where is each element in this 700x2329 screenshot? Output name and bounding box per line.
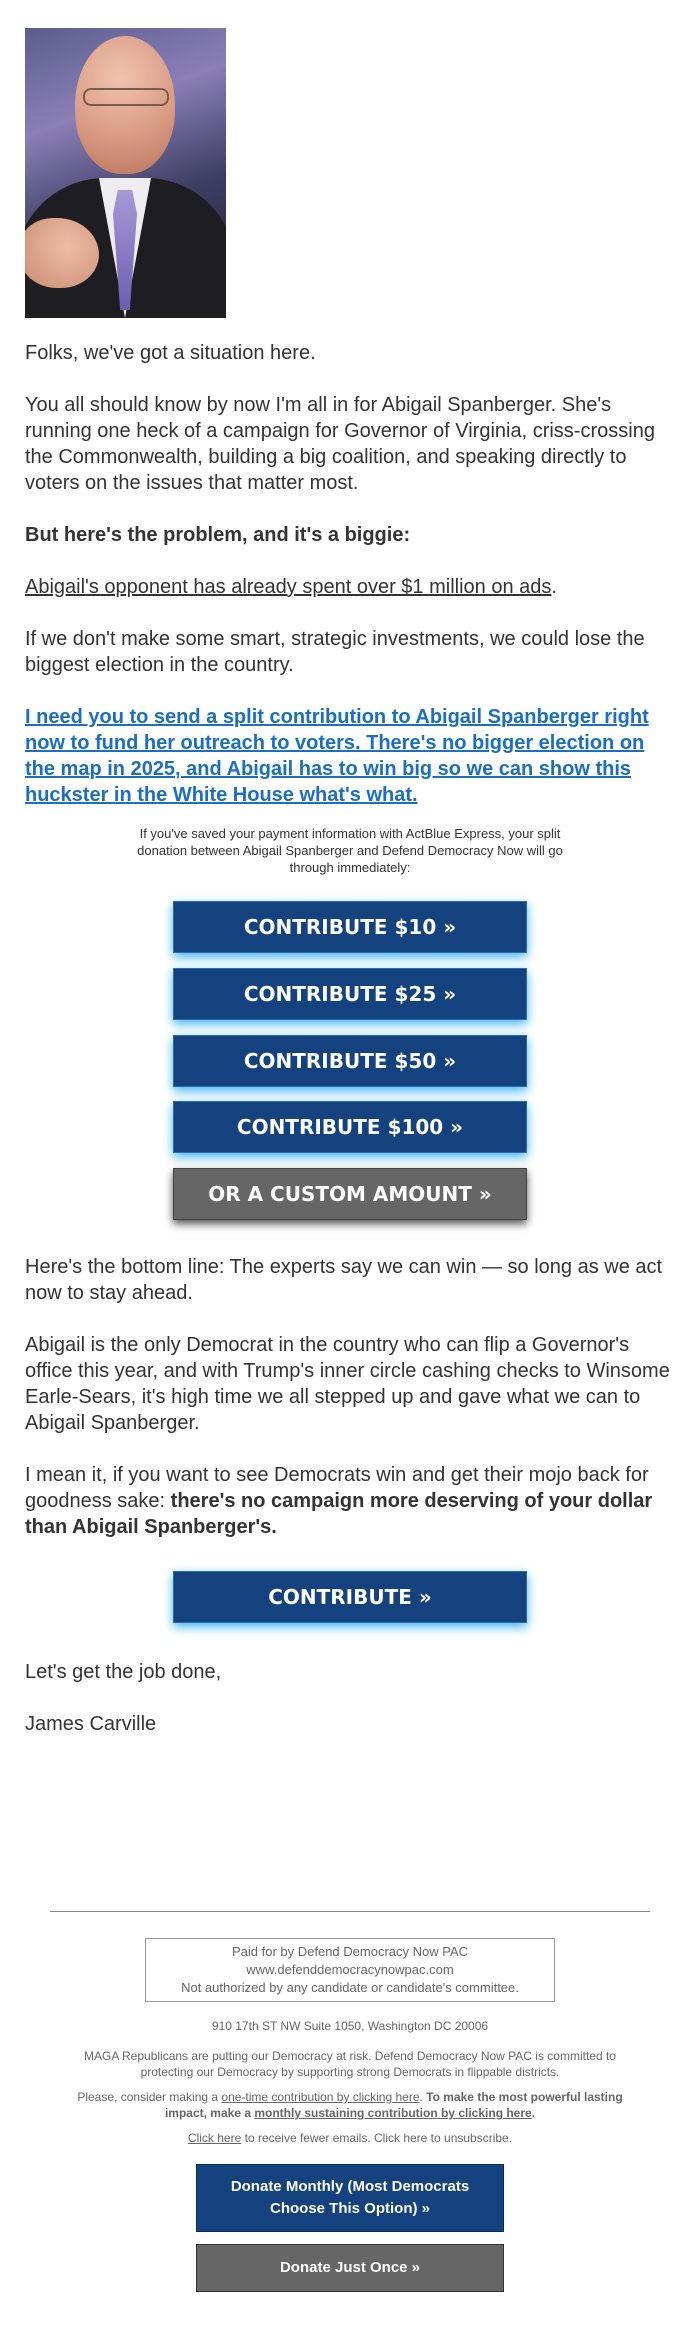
paragraph-intro: Folks, we've got a situation here. [25,342,316,364]
split-contribution-link[interactable]: I need you to send a split contribution to Abigail Spanberger right now to fund her outreach to voters. There's no bigger election on the map in 2025, and Abigail has to win big so we can show this huckster in the White House what's what. [25,706,649,806]
one-time-contribution-link[interactable]: one-time contribution by clicking here [221,2090,420,2104]
james-carville-photo [25,28,226,318]
paragraph-opponent: Abigail's opponent has already spent over $1 million on ads. [25,576,557,598]
paid-for-text: Paid for by Defend Democracy Now PAC [231,1944,469,1959]
paid-for-box [145,1938,555,2002]
signature: James Carville [25,1713,157,1735]
footer-consider: Please, consider making a one-time contribution by clicking here. To make the most powerful lasting impact, make a monthly sustaining contribution by clicking here. [77,2090,623,2120]
contribute-10-button[interactable]: CONTRIBUTE $10 » [173,901,527,953]
footer-mission: MAGA Republicans are putting our Democracy at risk. Defend Democracy Now PAC is committed to protecting our Democracy by supporting strong Democrats in flippable districts. [84,2049,616,2079]
contribute-25-button[interactable]: CONTRIBUTE $25 » [173,968,527,1020]
signoff: Let's get the job done, [25,1661,222,1683]
contribute-50-button[interactable]: CONTRIBUTE $50 » [173,1035,527,1087]
disclaimer-text: Not authorized by any candidate or candidate's committee. [181,1980,519,1995]
paragraph-problem: But here's the problem, and it's a biggie: [25,524,411,546]
actblue-express-note: If you've saved your payment information with ActBlue Express, your split donation between Abigail Spanberger and Defend Democracy Now will go through immediately: [137,826,563,875]
paragraph-bottom-line: Here's the bottom line: The experts say we can win — so long as we act now to stay ahead. [25,1256,663,1304]
donate-monthly-button[interactable]: Donate Monthly (Most Democrats Choose This Option) » [196,2164,504,2232]
monthly-contribution-link[interactable]: monthly sustaining contribution by clicking here [254,2106,532,2120]
footer-email-prefs: Click here to receive fewer emails. Click here to unsubscribe. [187,2131,513,2145]
paragraph-mojo: I mean it, if you want to see Democrats win and get their mojo back for goodness sake: there's no campaign more deserving of your dollar than Abigail Spanberger's. [25,1464,653,1538]
paragraph-support: You all should know by now I'm all in for Abigail Spanberger. She's running one heck of a campaign for Governor of Virginia, criss-crossing the Commonwealth, building a big coalition, and speaking directly to voters on the issues that matter most. [25,394,655,494]
footer-address: 910 17th ST NW Suite 1050, Washington DC 20006 [211,2019,489,2033]
custom-amount-button[interactable]: OR A CUSTOM AMOUNT » [173,1168,527,1220]
contribute-button[interactable]: CONTRIBUTE » [173,1571,527,1623]
website-text: www.defenddemocracynowpac.com [246,1962,454,1977]
footer-divider [50,1911,650,1912]
paragraph-flip: Abigail is the only Democrat in the country who can flip a Governor's office this year, and with Trump's inner circle cashing checks to Winsome Earle-Sears, it's high time we all stepped up and gave what we can to Abigail Spanberger. [25,1334,670,1434]
donate-once-button[interactable]: Donate Just Once » [196,2244,504,2292]
paragraph-investments: If we don't make some smart, strategic investments, we could lose the biggest election in the country. [25,628,645,676]
contribute-100-button[interactable]: CONTRIBUTE $100 » [173,1101,527,1153]
fewer-emails-link[interactable]: Click here [187,2131,242,2145]
opponent-ads-link[interactable]: Abigail's opponent has already spent over $1 million on ads [25,576,552,598]
